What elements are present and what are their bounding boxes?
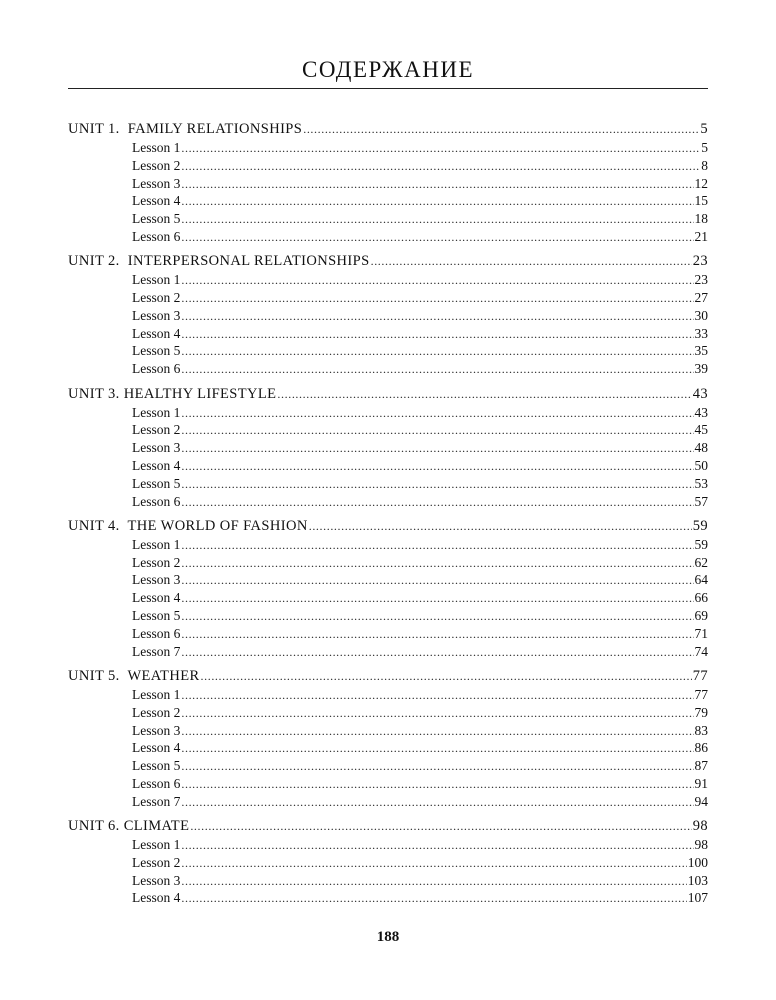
lesson-entry[interactable] xyxy=(68,360,708,378)
lesson-title: Lesson 2 xyxy=(132,854,181,870)
lesson-title: Lesson 4 xyxy=(132,740,181,756)
lesson-page-number: 69 xyxy=(694,608,708,624)
dot-leader xyxy=(181,758,693,776)
lesson-title: Lesson 5 xyxy=(132,211,181,227)
lesson-title: Lesson 2 xyxy=(132,290,181,306)
title-underline xyxy=(68,88,708,89)
lesson-entry[interactable] xyxy=(68,589,708,607)
lesson-title: Lesson 4 xyxy=(132,457,181,473)
lesson-page-number: 50 xyxy=(694,457,708,473)
lesson-title: Lesson 3 xyxy=(132,307,181,323)
unit-title: UNIT 6. CLIMATE xyxy=(68,818,190,834)
page-title: СОДЕРЖАНИЕ xyxy=(301,57,474,82)
lesson-entry[interactable] xyxy=(68,536,708,554)
dot-leader xyxy=(181,229,693,247)
lesson-page-number: 87 xyxy=(694,758,708,774)
lesson-page-number: 107 xyxy=(687,890,708,906)
lesson-list xyxy=(68,686,708,811)
dot-leader xyxy=(181,140,700,158)
dot-leader xyxy=(181,555,693,573)
lesson-page-number: 43 xyxy=(694,404,708,420)
dot-leader xyxy=(181,405,693,423)
lesson-page-number: 45 xyxy=(694,422,708,438)
unit-entry[interactable] xyxy=(68,667,708,686)
lesson-page-number: 86 xyxy=(694,740,708,756)
lesson-page-number: 30 xyxy=(694,307,708,323)
lesson-entry[interactable] xyxy=(68,421,708,439)
lesson-entry[interactable] xyxy=(68,722,708,740)
dot-leader xyxy=(181,158,700,176)
lesson-entry[interactable] xyxy=(68,307,708,325)
dot-leader xyxy=(181,308,693,326)
dot-leader xyxy=(181,855,686,873)
lesson-title: Lesson 4 xyxy=(132,590,181,606)
unit-page-number: 23 xyxy=(692,253,708,270)
lesson-page-number: 57 xyxy=(694,493,708,509)
toc-unit xyxy=(68,817,708,907)
lesson-entry[interactable] xyxy=(68,554,708,572)
lesson-title: Lesson 5 xyxy=(132,343,181,359)
lesson-entry[interactable] xyxy=(68,325,708,343)
dot-leader xyxy=(181,590,693,608)
dot-leader xyxy=(181,537,693,555)
lesson-title: Lesson 1 xyxy=(132,837,181,852)
lesson-page-number: 83 xyxy=(694,722,708,738)
lesson-entry[interactable] xyxy=(68,643,708,661)
dot-leader xyxy=(181,458,693,476)
lesson-title: Lesson 5 xyxy=(132,608,181,624)
lesson-title: Lesson 6 xyxy=(132,493,181,509)
lesson-entry[interactable] xyxy=(68,625,708,643)
unit-title: UNIT 1. FAMILY RELATIONSHIPS xyxy=(68,121,303,137)
lesson-entry[interactable] xyxy=(68,854,708,872)
dot-leader xyxy=(181,326,693,344)
lesson-title: Lesson 6 xyxy=(132,775,181,791)
lesson-title: Lesson 3 xyxy=(132,440,181,456)
dot-leader xyxy=(181,837,693,855)
lesson-page-number: 18 xyxy=(694,211,708,227)
lesson-entry[interactable] xyxy=(68,289,708,307)
lesson-title: Lesson 1 xyxy=(132,536,181,552)
lesson-entry[interactable] xyxy=(68,793,708,811)
dot-leader xyxy=(277,385,691,404)
unit-title: UNIT 5. WEATHER xyxy=(68,667,200,684)
lesson-page-number: 79 xyxy=(694,704,708,720)
dot-leader xyxy=(303,120,699,139)
dot-leader xyxy=(181,211,693,229)
lesson-title: Lesson 1 xyxy=(132,686,181,702)
dot-leader xyxy=(181,494,693,512)
dot-leader xyxy=(181,723,693,741)
lesson-entry[interactable] xyxy=(68,404,708,422)
lesson-title: Lesson 4 xyxy=(132,890,181,906)
unit-page-number: 43 xyxy=(692,385,708,402)
dot-leader xyxy=(181,440,693,458)
lesson-title: Lesson 3 xyxy=(132,872,181,888)
lesson-page-number: 48 xyxy=(694,440,708,456)
lesson-title: Lesson 1 xyxy=(132,272,181,288)
lesson-entry[interactable] xyxy=(68,739,708,757)
toc-unit xyxy=(68,517,708,661)
unit-title: UNIT 2. INTERPERSONAL RELATIONSHIPS xyxy=(68,253,370,270)
unit-page-number: 5 xyxy=(700,121,708,137)
lesson-entry[interactable] xyxy=(68,475,708,493)
dot-leader xyxy=(181,193,693,211)
lesson-page-number: 98 xyxy=(694,837,708,852)
dot-leader xyxy=(181,176,693,194)
lesson-list xyxy=(68,139,708,246)
lesson-page-number: 21 xyxy=(694,228,708,244)
lesson-title: Lesson 3 xyxy=(132,175,181,191)
lesson-title: Lesson 4 xyxy=(132,193,181,209)
toc-unit xyxy=(68,385,708,511)
lesson-list xyxy=(68,271,708,378)
dot-leader xyxy=(181,272,693,290)
dot-leader xyxy=(181,687,693,705)
dot-leader xyxy=(181,572,693,590)
lesson-title: Lesson 6 xyxy=(132,361,181,377)
toc-unit xyxy=(68,252,708,378)
unit-entry[interactable] xyxy=(68,817,708,836)
dot-leader xyxy=(181,873,686,891)
lesson-entry[interactable] xyxy=(68,139,708,157)
lesson-title: Lesson 2 xyxy=(132,704,181,720)
lesson-page-number: 39 xyxy=(694,361,708,377)
lesson-page-number: 64 xyxy=(694,572,708,588)
lesson-page-number: 53 xyxy=(694,475,708,491)
lesson-title: Lesson 6 xyxy=(132,228,181,244)
lesson-page-number: 100 xyxy=(687,854,708,870)
lesson-entry[interactable] xyxy=(68,271,708,289)
lesson-list xyxy=(68,404,708,511)
lesson-title: Lesson 5 xyxy=(132,758,181,774)
lesson-title: Lesson 3 xyxy=(132,722,181,738)
dot-leader xyxy=(181,705,693,723)
lesson-page-number: 59 xyxy=(694,536,708,552)
lesson-title: Lesson 2 xyxy=(132,157,181,173)
lesson-list xyxy=(68,836,708,907)
dot-leader xyxy=(181,608,693,626)
lesson-page-number: 66 xyxy=(694,590,708,606)
lesson-entry[interactable] xyxy=(68,457,708,475)
unit-entry[interactable] xyxy=(68,252,708,271)
lesson-entry[interactable] xyxy=(68,157,708,175)
lesson-entry[interactable] xyxy=(68,210,708,228)
lesson-page-number: 71 xyxy=(694,625,708,641)
lesson-entry[interactable] xyxy=(68,836,708,854)
lesson-entry[interactable] xyxy=(68,192,708,210)
lesson-page-number: 94 xyxy=(694,793,708,809)
lesson-title: Lesson 1 xyxy=(132,140,181,155)
lesson-page-number: 62 xyxy=(694,554,708,570)
page-number: 188 xyxy=(376,929,400,945)
dot-leader xyxy=(181,740,693,758)
unit-entry[interactable] xyxy=(68,120,708,139)
toc-unit xyxy=(68,667,708,811)
lesson-page-number: 35 xyxy=(694,343,708,359)
lesson-page-number: 33 xyxy=(694,325,708,341)
dot-leader xyxy=(181,343,693,361)
lesson-page-number: 27 xyxy=(694,290,708,306)
lesson-entry[interactable] xyxy=(68,872,708,890)
dot-leader xyxy=(181,626,693,644)
lesson-entry[interactable] xyxy=(68,228,708,246)
unit-page-number: 59 xyxy=(692,517,708,534)
lesson-page-number: 91 xyxy=(694,775,708,791)
dot-leader xyxy=(181,290,693,308)
lesson-page-number: 8 xyxy=(701,157,708,173)
lesson-title: Lesson 1 xyxy=(132,404,181,420)
unit-page-number: 77 xyxy=(692,667,708,684)
dot-leader xyxy=(181,476,693,494)
lesson-title: Lesson 4 xyxy=(132,325,181,341)
lesson-title: Lesson 7 xyxy=(132,643,181,659)
lesson-entry[interactable] xyxy=(68,493,708,511)
lesson-title: Lesson 5 xyxy=(132,475,181,491)
lesson-page-number: 74 xyxy=(694,643,708,659)
lesson-page-number: 15 xyxy=(694,193,708,209)
lesson-page-number: 23 xyxy=(694,272,708,288)
dot-leader xyxy=(371,252,692,271)
unit-page-number: 98 xyxy=(692,818,708,834)
lesson-entry[interactable] xyxy=(68,775,708,793)
unit-title: UNIT 4. THE WORLD OF FASHION xyxy=(68,517,308,534)
lesson-title: Lesson 6 xyxy=(132,625,181,641)
toc-unit xyxy=(68,120,708,246)
dot-leader xyxy=(181,644,693,662)
lesson-page-number: 103 xyxy=(687,872,708,888)
lesson-title: Lesson 2 xyxy=(132,554,181,570)
dot-leader xyxy=(181,776,693,794)
unit-entry[interactable] xyxy=(68,385,708,404)
lesson-page-number: 5 xyxy=(701,140,708,155)
lesson-entry[interactable] xyxy=(68,757,708,775)
lesson-page-number: 77 xyxy=(694,686,708,702)
lesson-entry[interactable] xyxy=(68,704,708,722)
dot-leader xyxy=(181,794,693,812)
dot-leader xyxy=(190,817,691,836)
unit-entry[interactable] xyxy=(68,517,708,536)
lesson-title: Lesson 2 xyxy=(132,422,181,438)
dot-leader xyxy=(181,361,693,379)
table-of-contents xyxy=(68,120,708,914)
lesson-list xyxy=(68,536,708,661)
dot-leader xyxy=(201,667,692,686)
dot-leader xyxy=(181,890,686,908)
lesson-entry[interactable] xyxy=(68,439,708,457)
unit-title: UNIT 3. HEALTHY LIFESTYLE xyxy=(68,385,277,402)
lesson-entry[interactable] xyxy=(68,686,708,704)
lesson-entry[interactable] xyxy=(68,607,708,625)
lesson-title: Lesson 7 xyxy=(132,793,181,809)
lesson-entry[interactable] xyxy=(68,889,708,907)
lesson-page-number: 12 xyxy=(694,175,708,191)
dot-leader xyxy=(181,422,693,440)
lesson-entry[interactable] xyxy=(68,175,708,193)
dot-leader xyxy=(309,517,692,536)
lesson-entry[interactable] xyxy=(68,342,708,360)
lesson-title: Lesson 3 xyxy=(132,572,181,588)
lesson-entry[interactable] xyxy=(68,571,708,589)
